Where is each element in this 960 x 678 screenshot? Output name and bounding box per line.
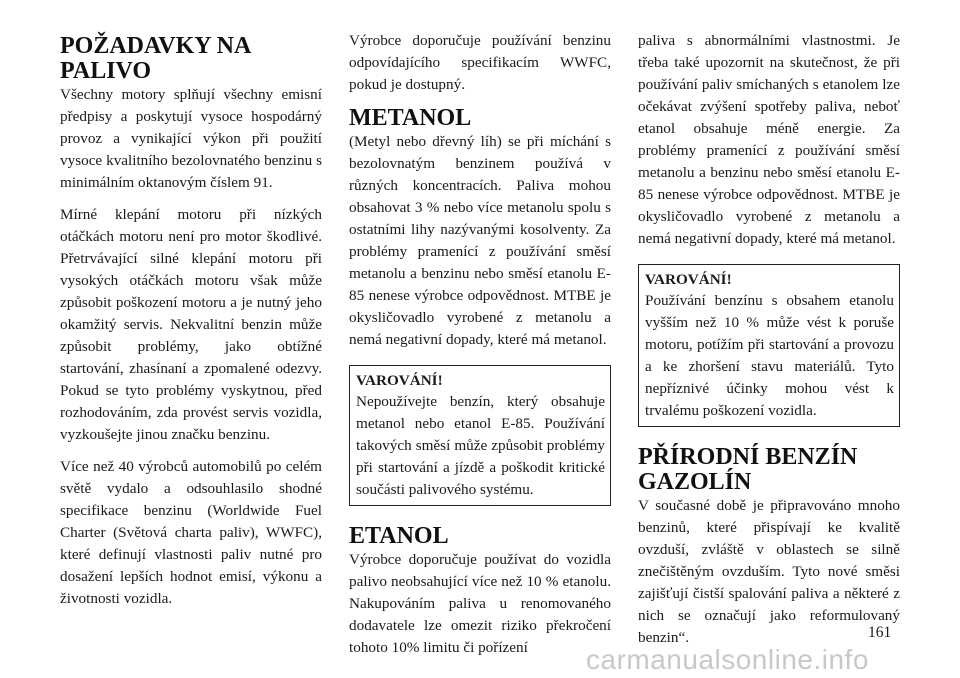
paragraph: paliva s abnormálními vlastnostmi. Je třeba také upozornit na skutečnost, že při používání paliv smíchaných s etanolem lze očekávat zvýšení spotřeby paliva, neboť etanol obsahuje méně energie. Za problémy pramenící z používání směsí metanolu a benzinu nebo směsí etanolu E-85 nenese výrobce odpovědnost. MTBE je okysličovadlo vyrobené z metanolu a nemá negativní dopady, které má metanol. — [638, 32, 900, 247]
column-2 — [349, 30, 611, 669]
warning-text: Používání benzínu s obsahem etanolu vyšším než 10 % může vést k poruše motoru, potížím při startování a provozu a ke zhoršení stavu materiálů. Tyto nepříznivé účinky mohou vést k trvalému poškození vozidla. — [645, 292, 894, 419]
warning-title: VAROVÁNÍ! — [356, 372, 443, 389]
warning-box — [638, 264, 900, 427]
section-heading-natural-gasoline: PŘÍRODNÍ BENZÍN GAZOLÍN — [638, 444, 858, 495]
paragraph: Všechny motory splňují všechny emisní předpisy a poskytují vysoce hospodárný provoz a vynikající výkon při použití vysoce kvalitního bezolovnatého benzinu s minimálním oktanovým číslem 91. — [60, 86, 322, 191]
section-heading-etanol: ETANOL — [349, 523, 449, 549]
watermark: carmanualsonline.info — [586, 644, 869, 675]
section-heading-fuel-requirements: POŽADAVKY NA PALIVO — [60, 33, 251, 84]
section-heading-metanol: METANOL — [349, 105, 472, 131]
paragraph: Výrobce doporučuje používání benzinu odpovídajícího specifikacím WWFC, pokud je dostupný. — [349, 32, 611, 93]
warning-text: Nepoužívejte benzín, který obsahuje metanol nebo etanol E-85. Používání takových směsí může způsobit problémy při startování a jízdě a poškodit kritické součásti palivového systému. — [356, 393, 605, 498]
column-3 — [638, 30, 900, 659]
paragraph: Výrobce doporučuje používat do vozidla palivo neobsahující více než 10 % etanolu. Nakupováním paliva u renomovaného dodavatele lze omezit riziko překročení tohoto 10% limitu či pořízení — [349, 551, 611, 656]
column-1 — [60, 30, 322, 620]
paragraph: V současné době je připravováno mnoho benzinů, které přispívají ke kvalitě ovzduší, zvláště v oblastech se silně znečištěným ovzduším. Tyto nové směsi zajišťují čistší spalování paliva a některé z nich se označují jako reformulovaný benzin“. — [638, 497, 900, 646]
paragraph: (Metyl nebo dřevný líh) se při míchání s bezolovnatým benzinem používá v různých koncentracích. Paliva mohou obsahovat 3 % nebo více metanolu spolu s ostatními lihy nazývanými kosolventy. Za problémy pramenící z používání směsí metanolu a benzinu nebo směsí etanolu E-85 nenese výrobce odpovědnost. MTBE je okysličovadlo vyrobené z metanolu a nemá negativní dopady, které má metanol. — [349, 133, 611, 348]
warning-box — [349, 365, 611, 506]
warning-title: VAROVÁNÍ! — [645, 271, 732, 288]
paragraph: Mírné klepání motoru při nízkých otáčkách motoru není pro motor škodlivé. Přetrvávající silné klepání motoru při vysokých otáčkách motoru však může způsobit poškození motoru a je nutný jeho okamžitý servis. Nekvalitní benzin může způsobit problémy, jako obtížné startování, zhasínaní a zpomalené odezvy. Pokud se tyto problémy vyskytnou, před rozhodováním, zda provést servis vozidla, vyzkoušejte jinou značku benzinu. — [60, 206, 322, 443]
page-number: 161 — [868, 624, 892, 641]
paragraph: Více než 40 výrobců automobilů po celém světě vydalo a odsouhlasilo shodné specifikace benzinu (Worldwide Fuel Charter (Světová charta paliv), WWFC), které definují vlastnosti paliv nutné pro dosažení lepších hodnot emisí, výkonu a životnosti vozidla. — [60, 458, 322, 607]
